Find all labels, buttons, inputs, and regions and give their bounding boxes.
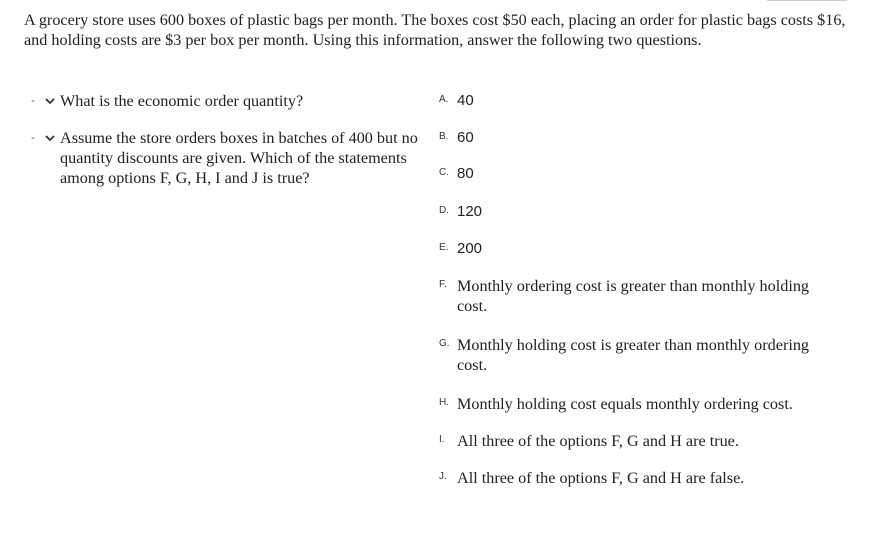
option-letter: E. (439, 242, 449, 253)
question-1-text: What is the economic order quantity? (60, 92, 304, 110)
option-letter: A. (439, 94, 449, 105)
option-d (439, 202, 482, 222)
option-text: 60 (457, 129, 474, 146)
question-row-1 (28, 91, 303, 111)
option-text: 200 (457, 240, 483, 257)
top-border-line (767, 0, 847, 1)
option-j (439, 468, 837, 488)
option-text: Monthly ordering cost is greater than monthly holding cost. (457, 277, 810, 315)
option-text: All three of the options F, G and H are true. (457, 432, 739, 450)
chevron-down-icon (44, 95, 56, 107)
option-text: Monthly holding cost equals monthly ordering cost. (457, 395, 793, 413)
option-letter: C. (439, 167, 449, 178)
question-intro: A grocery store uses 600 boxes of plastic bags per month. The boxes cost $50 each, placing an order for plastic bags costs $16, and holding costs are $3 per box per month. Using this information, answer the following two questions. (24, 11, 846, 49)
answer-select-2[interactable] (28, 129, 60, 147)
option-text: All three of the options F, G and H are false. (457, 469, 745, 487)
answer-select-1[interactable] (28, 92, 60, 110)
option-letter: F. (439, 279, 447, 290)
option-b (439, 128, 474, 148)
option-i (439, 431, 837, 451)
chevron-down-icon (44, 132, 56, 144)
option-text: 80 (457, 165, 474, 182)
option-h (439, 394, 837, 414)
answer-select-1-value: - (31, 95, 35, 107)
option-text: 120 (457, 203, 483, 220)
option-c (439, 164, 474, 184)
option-letter: J. (439, 471, 447, 482)
top-border (0, 0, 869, 4)
option-letter: G. (439, 338, 450, 349)
question-2-text: Assume the store orders boxes in batches of 400 but no quantity discounts are given. Which of the statements among options F, G, H, I and J is true? (60, 129, 418, 187)
option-g (439, 335, 837, 375)
option-letter: B. (439, 131, 449, 142)
option-e (439, 239, 482, 259)
option-letter: I. (439, 434, 445, 445)
option-letter: D. (439, 205, 449, 216)
option-text: 40 (457, 92, 474, 109)
option-text: Monthly holding cost is greater than monthly ordering cost. (457, 336, 810, 374)
option-a (439, 91, 474, 111)
answer-select-2-value: - (31, 132, 35, 144)
option-letter: H. (439, 397, 449, 408)
option-f (439, 276, 837, 316)
question-row-2 (28, 128, 435, 188)
